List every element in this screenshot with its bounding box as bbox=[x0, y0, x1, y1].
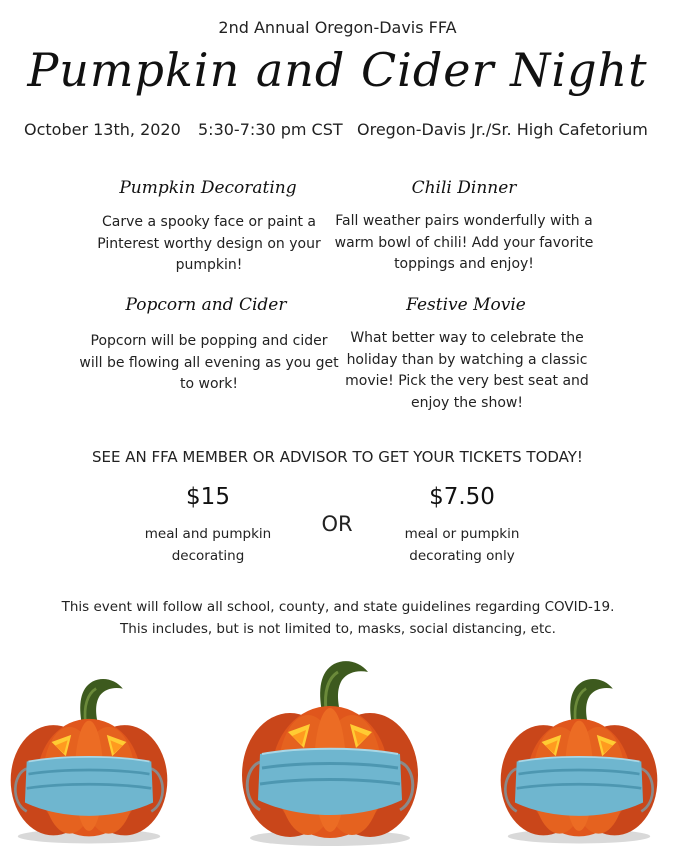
activity-desc-chili-dinner: Fall weather pairs wonderfully with a warm bowl of chili! Add your favorite toppings and enjoy! bbox=[334, 213, 594, 272]
pumpkin-illustration bbox=[0, 640, 675, 854]
event-title: Pumpkin and Cider Night bbox=[27, 43, 648, 97]
activity-desc-pumpkin-decorating: Carve a spooky face or paint a Pinterest worthy design on your pumpkin! bbox=[97, 214, 321, 273]
event-date: October 13th, 2020 bbox=[24, 120, 181, 139]
price-option-1-desc: meal and pumpkin decorating bbox=[144, 526, 272, 564]
masked-pumpkin-left-icon bbox=[11, 679, 168, 843]
activity-title-chili-dinner: Chili Dinner bbox=[411, 178, 517, 198]
tickets-call-to-action: SEE AN FFA MEMBER OR ADVISOR TO GET YOUR TICKETS TODAY! bbox=[92, 448, 583, 466]
masked-pumpkin-center-icon bbox=[242, 661, 418, 846]
price-option-2: $7.50 bbox=[429, 484, 495, 510]
covid-notice: This event will follow all school, county, and state guidelines regarding COVID-19. This includes, but is not limited to, masks, social distancing, etc. bbox=[61, 599, 615, 637]
activity-desc-popcorn-cider: Popcorn will be popping and cider will be flowing all evening as you get to work! bbox=[79, 333, 339, 392]
event-location: Oregon-Davis Jr./Sr. High Cafetorium bbox=[357, 120, 648, 139]
event-time: 5:30-7:30 pm CST bbox=[198, 120, 343, 139]
activity-title-popcorn-cider: Popcorn and Cider bbox=[125, 295, 287, 315]
price-option-1: $15 bbox=[186, 484, 230, 510]
activity-title-pumpkin-decorating: Pumpkin Decorating bbox=[119, 178, 297, 198]
event-subtitle: 2nd Annual Oregon-Davis FFA bbox=[218, 18, 457, 37]
activity-desc-festive-movie: What better way to celebrate the holiday than by watching a classic movie! Pick the very best seat and enjoy the show! bbox=[345, 330, 589, 411]
activity-title-festive-movie: Festive Movie bbox=[406, 295, 526, 315]
masked-pumpkin-right-icon bbox=[501, 679, 658, 843]
price-option-2-desc: meal or pumpkin decorating only bbox=[404, 526, 520, 564]
price-separator: OR bbox=[321, 512, 353, 536]
